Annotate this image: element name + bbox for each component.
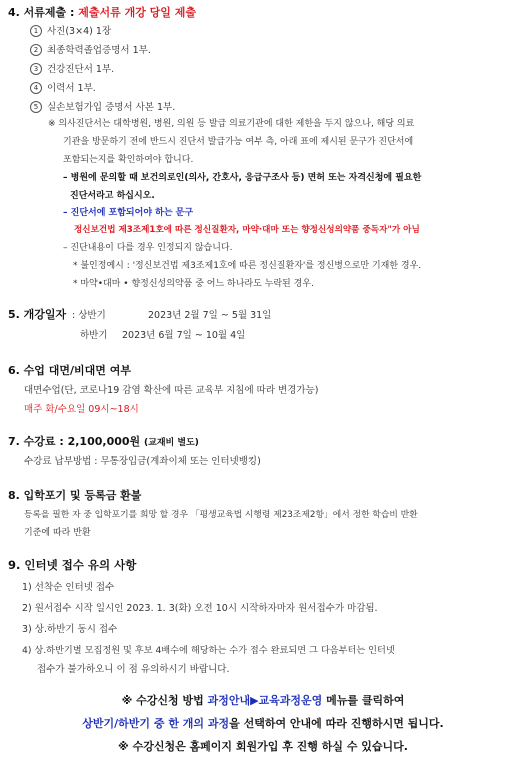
doc-item-4: 4 이력서 1부. <box>30 80 96 94</box>
refund-text: 등록을 필한 자 중 입학포기를 희망 할 경우 「평생교육법 시행령 제23조제2항」에서 정한 학습비 반환 <box>24 510 418 520</box>
refund-text: 기준에 따라 반환 <box>24 528 91 538</box>
payment-method: 수강료 납부방법 : 무통장입금(계좌이체 또는 인터넷뱅킹) <box>24 456 261 467</box>
course-menu-path: 과정안내▶교육과정운영 <box>207 694 323 707</box>
notice-item: 2) 원서접수 시작 일시인 2023. 1. 3(화) 오전 10시 시작하자마자 원서접수가 마감됨. <box>22 603 378 614</box>
section-6-title: 6. 수업 대면/비대면 여부 <box>8 364 131 377</box>
doc-item-1: 1 사진(3×4) 1장 <box>30 23 111 37</box>
section-4-title: 4. 서류제출 : <box>8 6 75 19</box>
circled-number: 1 <box>30 25 42 37</box>
note-line: 기관을 방문하기 전에 반드시 진단서 발급가능 여부 측, 아래 표에 제시된 문구가 진단서에 <box>63 137 414 147</box>
course-choice: 상반기/하반기 중 한 개의 과정 <box>82 717 230 730</box>
circled-number: 5 <box>30 101 42 113</box>
notice-item: 1) 선착순 인터넷 접수 <box>22 582 115 593</box>
section-4-note: 제출서류 개강 당일 제출 <box>78 6 196 19</box>
notice-item-cont: 접수가 불가하오니 이 점 유의하시기 바랍니다. <box>37 664 230 675</box>
required-phrase: 정신보건법 제3조제1호에 따른 정신질환자, 마약·대마 또는 향정신성의약품 중독자"가 아님 <box>74 225 420 235</box>
circled-number: 3 <box>30 63 42 75</box>
section-5-title: 5. 개강일자 <box>8 308 67 321</box>
dash-note: – 진단내용이 다를 경우 인정되지 않습니다. <box>63 243 233 253</box>
note-line: 포함되는지를 확인하여야 합니다. <box>63 155 194 165</box>
class-schedule: 매주 화/수요일 09시~18시 <box>24 404 139 415</box>
doc-item-5: 5 실손보험가입 증명서 사본 1부. <box>30 99 175 113</box>
first-half-dates: 2023년 2월 7일 ~ 5월 31일 <box>148 310 272 321</box>
section-8-title: 8. 입학포기 및 등록금 환불 <box>8 489 142 502</box>
required-phrase-heading: – 진단서에 포함되어야 하는 문구 <box>63 208 194 218</box>
section-9-title: 9. 인터넷 접수 유의 사항 <box>8 558 137 572</box>
section-7-heading <box>8 433 199 449</box>
footer-line-2: 상반기/하반기 중 한 개의 과정을 선택하여 안내에 따라 진행하시면 됩니다. <box>82 717 444 730</box>
star-note: * 마약•대마 • 향정신성의약품 중 어느 하나라도 누락된 경우. <box>73 279 314 289</box>
notice-item: 4) 상.하반기별 모집정원 및 후보 4배수에 해당하는 수가 접수 완료되면 그 다음부터는 인터넷 <box>22 645 395 656</box>
second-half-dates: 2023년 6월 7일 ~ 10월 4일 <box>122 330 246 341</box>
textbook-note: (교재비 별도) <box>144 438 199 448</box>
bold-note-line: – 병원에 문의할 때 보건의로인(의사, 간호사, 응급구조사 등) 면허 또는 자격신청에 필요한 <box>63 173 422 183</box>
doc-item-3: 3 건강진단서 1부. <box>30 61 114 75</box>
first-half-label: : 상반기 <box>72 310 106 321</box>
bold-note-line: 진단서라고 하십시오. <box>70 191 155 201</box>
class-mode-text: 대면수업(단, 코로나19 감염 확산에 따른 교육부 지침에 따라 변경가능) <box>24 385 319 396</box>
notice-item: 3) 상.하반기 동시 접수 <box>22 624 118 635</box>
circled-number: 4 <box>30 82 42 94</box>
doc-item-2: 2 최종학력졸업증명서 1부. <box>30 42 151 56</box>
second-half-label: 하반기 <box>80 330 108 341</box>
circled-number: 2 <box>30 44 42 56</box>
note-line: ※ 의사진단서는 대학병원, 병원, 의원 등 발급 의료기관에 대한 제한을 두지 않으나, 해당 의료 <box>48 119 415 129</box>
section-7-title: 7. 수강료 : 2,100,000원 <box>8 435 141 448</box>
star-note: * 불인정예시 : '정신보건법 제3조제1호에 따른 정신질환자'를 정신병으로만 기재한 경우. <box>73 261 422 271</box>
footer-line-3: ※ 수강신청은 홈페이지 회원가입 후 진행 하실 수 있습니다. <box>118 740 408 753</box>
footer-line-1: ※ 수강신청 방법 과정안내▶교육과정운영 메뉴를 클릭하여 <box>121 694 405 707</box>
section-4-heading <box>8 4 196 20</box>
